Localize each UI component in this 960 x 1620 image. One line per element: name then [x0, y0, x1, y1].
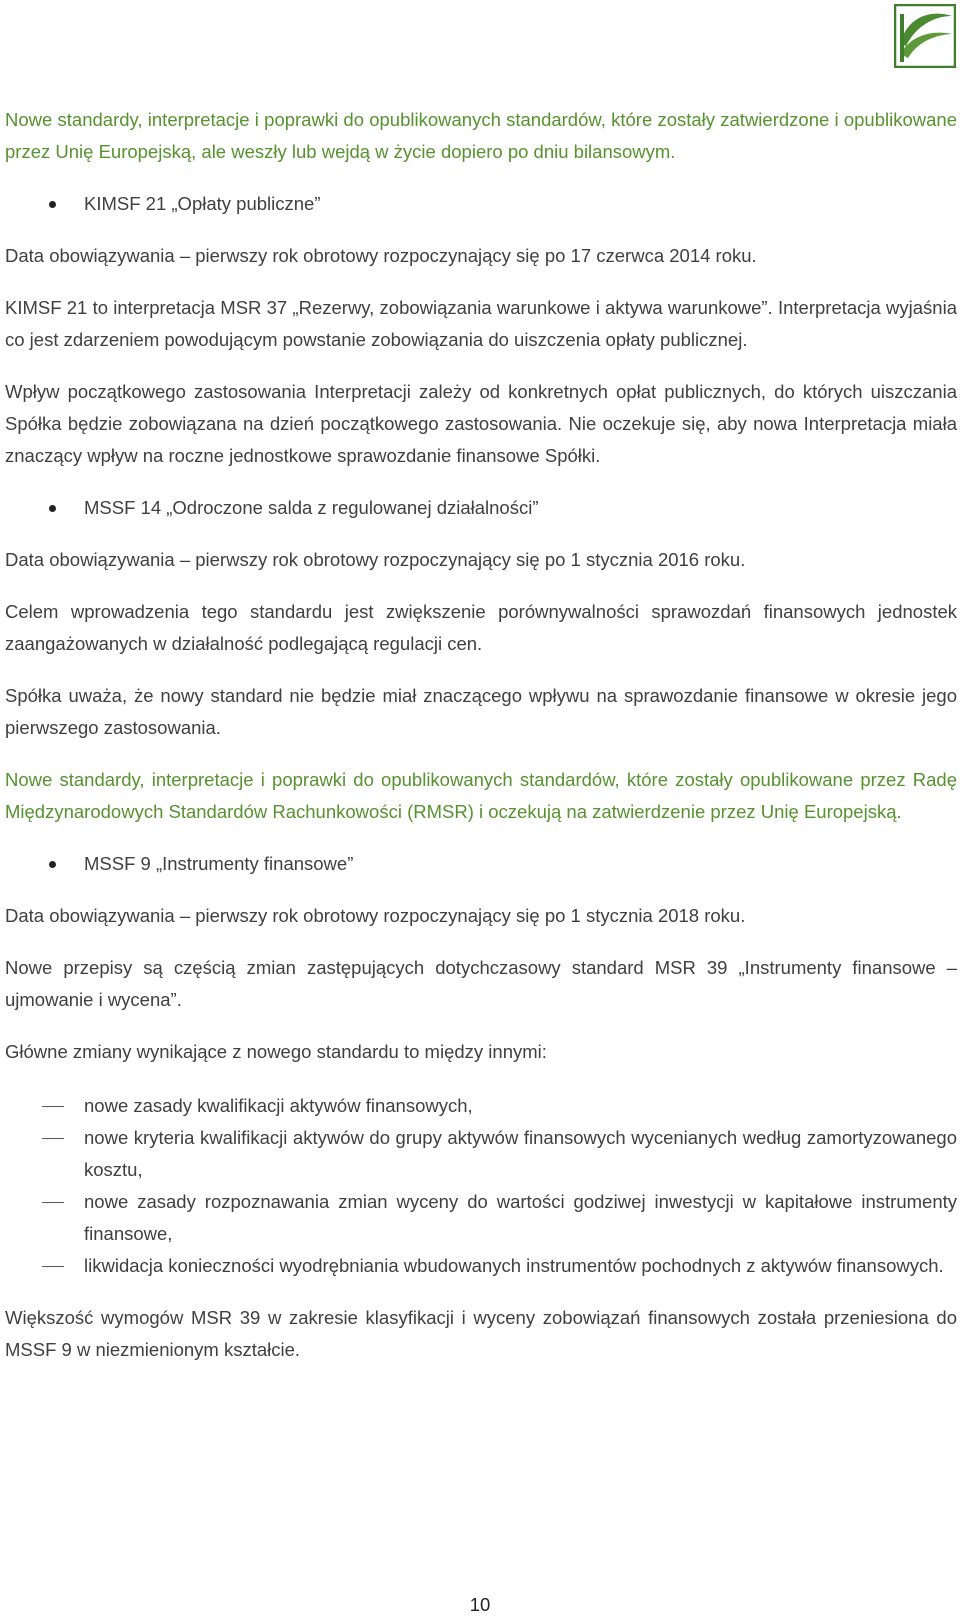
paragraph-mssf14-impact: Spółka uważa, że nowy standard nie będzie miał znaczącego wpływu na sprawozdanie finansowe w okresie jego pierwszego zastosowania.	[5, 685, 957, 738]
paragraph-effective-date-kimsf21: Data obowiązywania – pierwszy rok obrotowy rozpoczynający się po 17 czerwca 2014 roku.	[5, 245, 757, 266]
bullet-item-mssf9	[5, 848, 957, 880]
bullet-item-kimsf21	[5, 188, 957, 220]
bullet-label: MSSF 9 „Instrumenty finansowe”	[84, 853, 354, 874]
bullet-label: MSSF 14 „Odroczone salda z regulowanej działalności”	[84, 497, 539, 518]
document-body	[5, 104, 957, 1366]
dash-icon	[42, 1106, 64, 1107]
dash-icon	[42, 1266, 64, 1267]
list-item-text: nowe zasady kwalifikacji aktywów finansowych,	[84, 1095, 473, 1116]
list-item	[5, 1090, 957, 1122]
bullet-item-mssf14	[5, 492, 957, 524]
main-changes-list	[5, 1090, 957, 1282]
section-heading-pending: Nowe standardy, interpretacje i poprawki do opublikowanych standardów, które zostały opublikowane przez Radę Międzynarodowych Standardów Rachunkowości (RMSR) i oczekują na zatwierdzenie przez Unię Europejską.	[5, 769, 957, 822]
list-item	[5, 1186, 957, 1250]
paragraph-kimsf21-description: KIMSF 21 to interpretacja MSR 37 „Rezerwy, zobowiązania warunkowe i aktywa warunkowe”. Interpretacja wyjaśnia co jest zdarzeniem powodującym powstanie zobowiązania do uiszczenia opłaty publicznej.	[5, 297, 957, 350]
leaf-logo-icon	[894, 4, 956, 68]
paragraph-mssf14-purpose: Celem wprowadzenia tego standardu jest zwiększenie porównywalności sprawozdań finansowych jednostek zaangażowanych w działalność podlegającą regulacji cen.	[5, 601, 957, 654]
section-heading-approved: Nowe standardy, interpretacje i poprawki do opublikowanych standardów, które zostały zatwierdzone i opublikowane przez Unię Europejską, ale weszły lub wejdą w życie dopiero po dniu bilansowym.	[5, 109, 957, 162]
list-item-text: likwidacja konieczności wyodrębniania wbudowanych instrumentów pochodnych z aktywów finansowych.	[84, 1255, 944, 1276]
paragraph-effective-date-mssf9: Data obowiązywania – pierwszy rok obrotowy rozpoczynający się po 1 stycznia 2018 roku.	[5, 905, 746, 926]
list-item-text: nowe zasady rozpoznawania zmian wyceny do wartości godziwej inwestycji w kapitałowe instrumenty finansowe,	[84, 1191, 957, 1244]
page-number: 10	[469, 1594, 491, 1615]
paragraph-msr39-transfer: Większość wymogów MSR 39 w zakresie klasyfikacji i wyceny zobowiązań finansowych została przeniesiona do MSSF 9 w niezmienionym kształcie.	[5, 1307, 957, 1360]
dash-icon	[42, 1138, 64, 1139]
paragraph-mssf9-description: Nowe przepisy są częścią zmian zastępujących dotychczasowy standard MSR 39 „Instrumenty finansowe – ujmowanie i wycena”.	[5, 957, 957, 1010]
paragraph-main-changes-intro: Główne zmiany wynikające z nowego standardu to między innymi:	[5, 1041, 547, 1062]
bullet-icon	[49, 861, 56, 868]
bullet-icon	[49, 505, 56, 512]
paragraph-effective-date-mssf14: Data obowiązywania – pierwszy rok obrotowy rozpoczynający się po 1 stycznia 2016 roku.	[5, 549, 746, 570]
list-item	[5, 1122, 957, 1186]
bullet-label: KIMSF 21 „Opłaty publiczne”	[84, 193, 321, 214]
dash-icon	[42, 1202, 64, 1203]
list-item	[5, 1250, 957, 1282]
bullet-icon	[49, 201, 56, 208]
paragraph-kimsf21-impact: Wpływ początkowego zastosowania Interpretacji zależy od konkretnych opłat publicznych, do których uiszczania Spółka będzie zobowiązana na dzień początkowego zastosowania. Nie oczekuje się, aby nowa Interpretacja miała znaczący wpływ na roczne jednostkowe sprawozdanie finansowe Spółki.	[5, 381, 957, 466]
list-item-text: nowe kryteria kwalifikacji aktywów do grupy aktywów finansowych wycenianych według zamortyzowanego kosztu,	[84, 1127, 957, 1180]
